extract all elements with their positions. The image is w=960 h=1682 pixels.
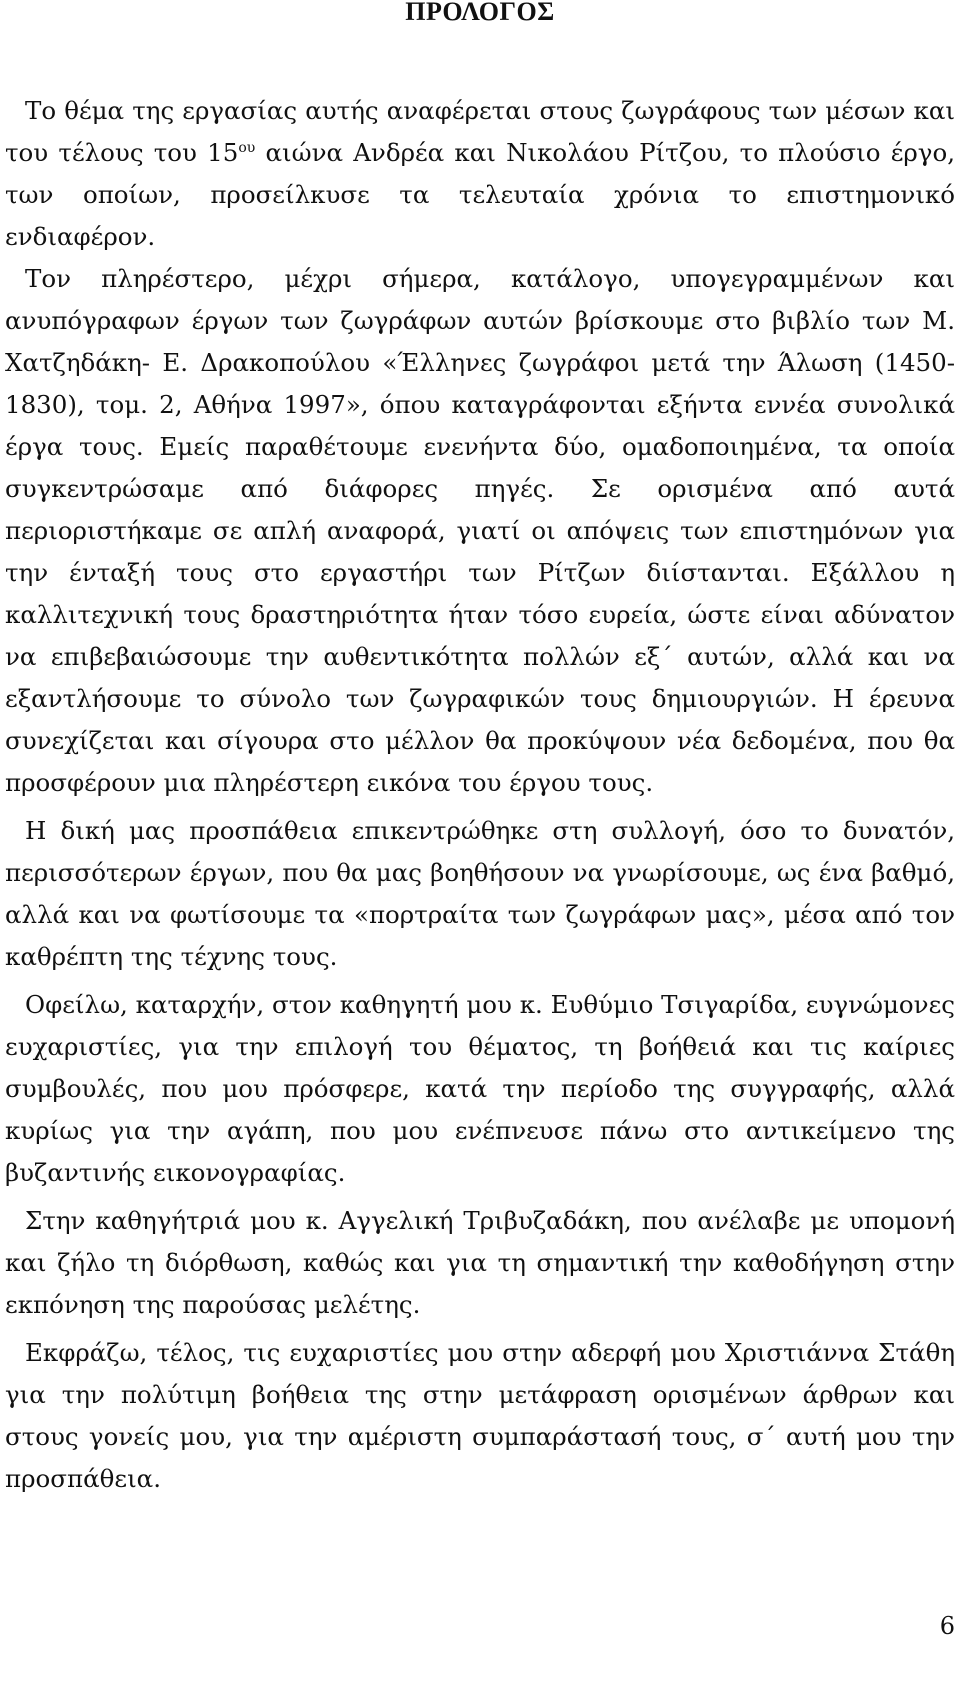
paragraph-thanks-family: Εκφράζω, τέλος, τις ευχαριστίες μου στην αδερφή μου Χριστιάννα Στάθη για την πολύτιμη βοήθεια της στην μετάφραση ορισμένων άρθρων και στους γονείς μου, για την αμέριστη συμπαράστασή τους, σ΄ αυτή μου την προσπάθεια. (5, 1338, 955, 1493)
paragraph-thanks-professor: Οφείλω, καταρχήν, στον καθηγητή μου κ. Ευθύμιο Τσιγαρίδα, ευγνώμονες ευχαριστίες, για την επιλογή του θέματος, τη βοήθειά και τις καίριες συμβουλές, που μου πρόσφερε, κατά την περίοδο της συγγραφής, αλλά κυρίως για την αγάπη, που μου ενέπνευσε πάνω στο αντικείμενο της βυζαντινής εικονογραφίας. (5, 990, 955, 1187)
paragraph-intro-text-continued: αιώνα Ανδρέα και Νικολάου Ρίτζου, το πλούσιο έργο, των οποίων, προσείλκυσε τα τελευταία χρόνια το επιστημονικό ενδιαφέρον. (5, 138, 955, 251)
paragraph-intro-text: Το θέμα της εργασίας αυτής αναφέρεται στους ζωγράφους των μέσων και του τέλους του 15 (5, 96, 955, 167)
century-superscript: ου (238, 139, 256, 156)
page-number: 6 (939, 1612, 955, 1640)
page-title: ΠΡΟΛΟΓΟΣ (405, 0, 555, 26)
paragraph-intro (5, 90, 955, 258)
paragraph-effort: Η δική μας προσπάθεια επικεντρώθηκε στη συλλογή, όσο το δυνατόν, περισσότερων έργων, που θα μας βοηθήσουν να γνωρίσουμε, ως ένα βαθμό, αλλά και να φωτίσουμε τα «πορτραίτα των ζωγράφων μας», μέσα από τον καθρέπτη της τέχνης τους. (5, 816, 955, 971)
paragraph-catalogue: Τον πληρέστερο, μέχρι σήμερα, κατάλογο, υπογεγραμμένων και ανυπόγραφων έργων των ζωγράφων αυτών βρίσκουμε στο βιβλίο των Μ. Χατζηδάκη- Ε. Δρακοπούλου «Έλληνες ζωγράφοι μετά την Άλωση (1450-1830), τομ. 2, Αθήνα 1997», όπου καταγράφονται εξήντα εννέα συνολικά έργα τους. Εμείς παραθέτουμε ενενήντα δύο, ομαδοποιημένα, τα οποία συγκεντρώσαμε από διάφορες πηγές. Σε ορισμένα από αυτά περιοριστήκαμε σε απλή αναφορά, γιατί οι απόψεις των επιστημόνων για την ένταξή τους στο εργαστήρι των Ρίτζων διίστανται. Εξάλλου η καλλιτεχνική τους δραστηριότητα ήταν τόσο ευρεία, ώστε είναι αδύνατον να επιβεβαιώσουμε την αυθεντικότητα πολλών εξ΄ αυτών, αλλά και να εξαντλήσουμε το σύνολο των ζωγραφικών τους δημιουργιών. Η έρευνα συνεχίζεται και σίγουρα στο μέλλον θα προκύψουν νέα δεδομένα, που θα προσφέρουν μια πληρέστερη εικόνα του έργου τους. (5, 264, 955, 797)
document-body (5, 90, 955, 1506)
paragraph-thanks-supervisor: Στην καθηγήτριά μου κ. Αγγελική Τριβυζαδάκη, που ανέλαβε με υπομονή και ζήλο τη διόρθωση, καθώς και για τη σημαντική την καθοδήγηση στην εκπόνηση της παρούσας μελέτης. (5, 1206, 955, 1319)
